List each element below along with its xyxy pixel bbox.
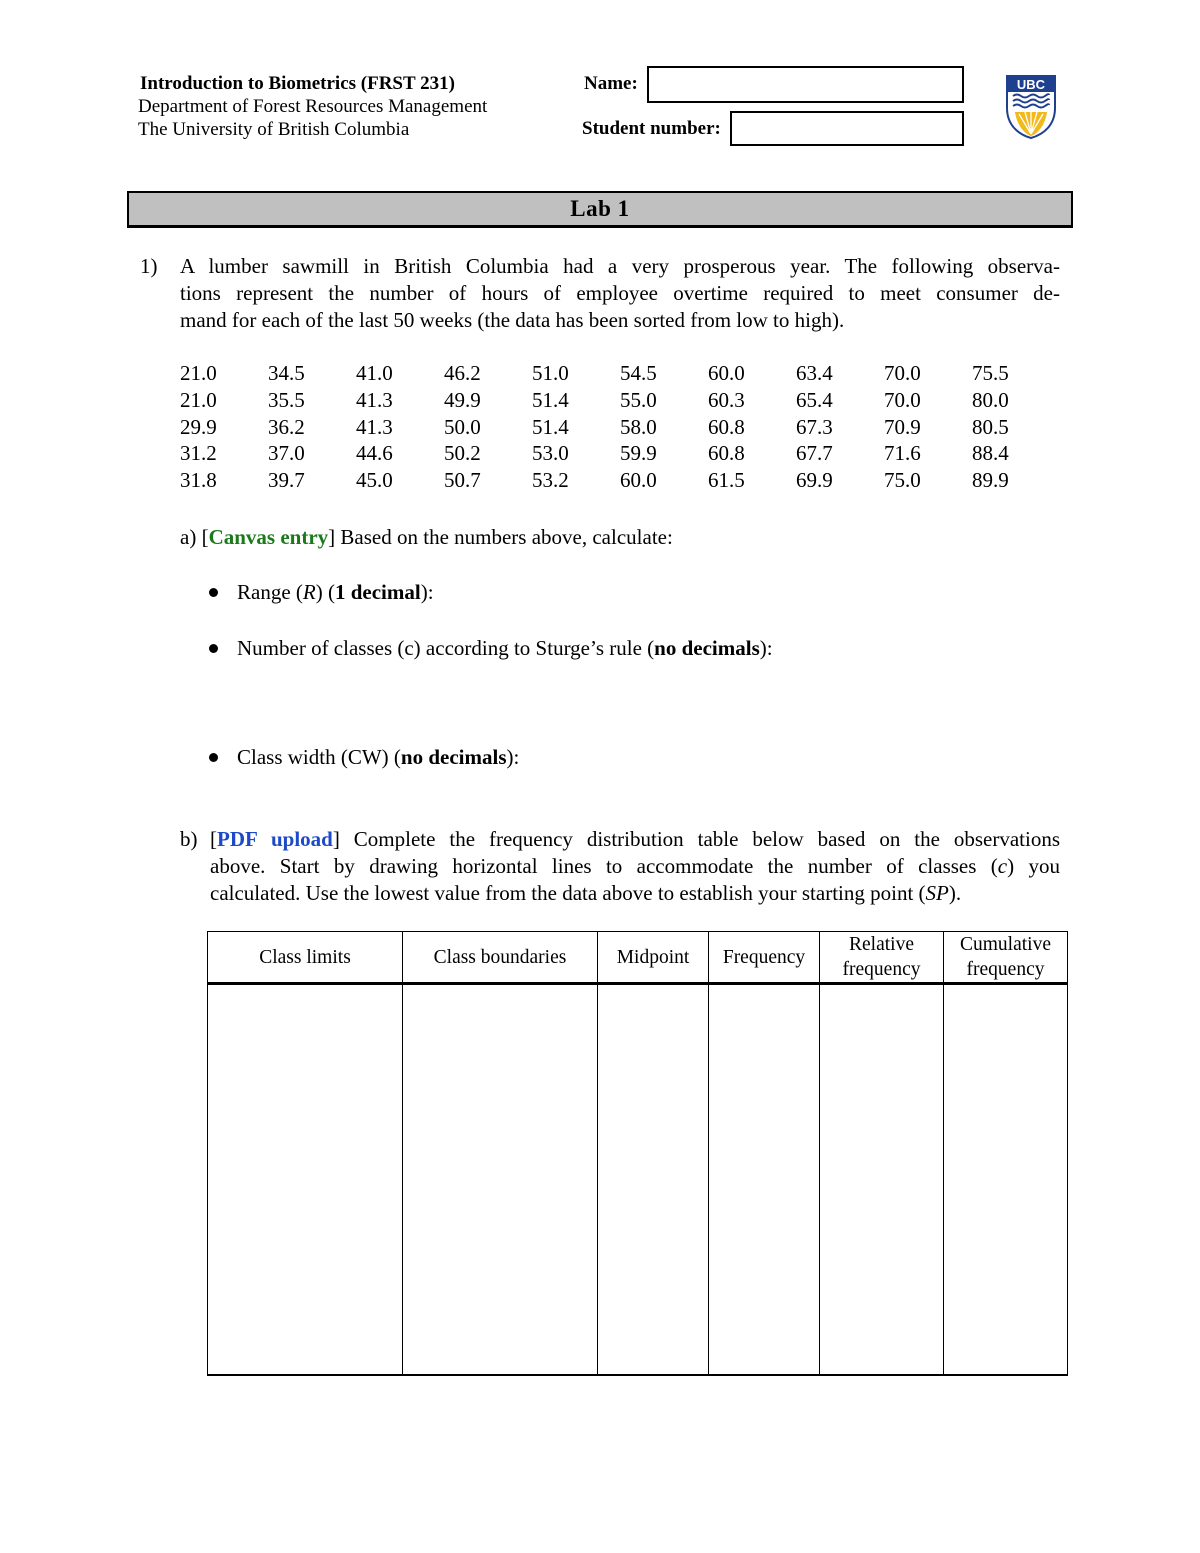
pdf-upload-tag: PDF upload: [217, 827, 333, 851]
name-label: Name:: [584, 73, 638, 94]
data-value: 53.2: [532, 468, 569, 493]
data-row: [180, 440, 1060, 467]
bullet-icon: [209, 644, 218, 653]
data-value: 58.0: [620, 414, 657, 439]
part-a: a) [Canvas entry] Based on the numbers above, calculate:: [180, 525, 673, 549]
data-value: 60.8: [708, 414, 745, 439]
part-b-text: ).: [948, 881, 962, 905]
question-number: 1): [140, 254, 158, 278]
name-field[interactable]: [647, 66, 964, 103]
cell-cumulative-frequency[interactable]: [944, 984, 1068, 1376]
table-header-row: [208, 932, 1068, 984]
data-value: 80.0: [972, 387, 1009, 412]
data-value: 65.4: [796, 387, 833, 412]
data-row: [180, 387, 1060, 414]
data-value: 46.2: [444, 361, 481, 385]
data-value: 70.0: [884, 361, 921, 385]
student-number-field[interactable]: [730, 111, 964, 146]
data-value: 34.5: [268, 361, 305, 385]
data-value: 53.0: [532, 441, 569, 466]
part-b-line-2: [210, 853, 1060, 880]
part-b-text: ) you: [1007, 854, 1060, 878]
data-value: 67.3: [796, 414, 833, 439]
data-value: 80.5: [972, 414, 1009, 439]
cell-relative-frequency[interactable]: [820, 984, 944, 1376]
bullet-bold: 1 decimal: [334, 580, 421, 604]
data-row: [180, 360, 1060, 387]
data-value: 89.9: [972, 468, 1009, 493]
data-row: [180, 414, 1060, 441]
question-line-1: A lumber sawmill in British Columbia had a very prosperous year. The following observa-: [180, 254, 1060, 278]
part-a-label: a): [180, 525, 197, 549]
data-value: 41.0: [356, 361, 393, 385]
data-value: 37.0: [268, 441, 305, 466]
data-value: 31.2: [180, 441, 217, 466]
lab-title-bar: [127, 191, 1073, 228]
data-value: 60.8: [708, 441, 745, 466]
header-class-limits: Class limits: [208, 932, 403, 984]
canvas-entry-tag: Canvas entry: [208, 525, 329, 549]
data-value: 60.3: [708, 387, 745, 412]
header-frequency: Frequency: [709, 932, 820, 984]
university-name: The University of British Columbia: [138, 119, 410, 140]
bullet-text: ):: [506, 745, 520, 769]
data-value: 71.6: [884, 441, 921, 466]
bullet-text: ) (: [315, 580, 335, 604]
bullet-text: Class width (CW) (: [237, 745, 401, 769]
bullet-italic: R: [302, 580, 316, 604]
logo-text: UBC: [1016, 77, 1046, 92]
part-b-line-3: [210, 880, 961, 907]
data-value: 35.5: [268, 387, 305, 412]
question-line-2: tions represent the number of hours of employee overtime required to meet consumer de-: [180, 281, 1060, 305]
data-value: 54.5: [620, 361, 657, 385]
data-value: 51.0: [532, 361, 569, 385]
data-value: 39.7: [268, 468, 305, 493]
data-value: 63.4: [796, 361, 833, 385]
data-value: 70.9: [884, 414, 921, 439]
student-number-label: Student number:: [582, 118, 721, 139]
course-title: Introduction to Biometrics (FRST 231): [140, 73, 455, 94]
data-value: 21.0: [180, 361, 217, 385]
cell-class-limits[interactable]: [208, 984, 403, 1376]
data-value: 31.8: [180, 468, 217, 493]
part-b-text: calculated. Use the lowest value from the data above to establish your starting point (: [210, 881, 926, 905]
data-value: 41.3: [356, 414, 393, 439]
data-value: 75.0: [884, 468, 921, 493]
data-value: 55.0: [620, 387, 657, 412]
data-value: 49.9: [444, 387, 481, 412]
ubc-logo: [1005, 74, 1057, 140]
data-value: 69.9: [796, 468, 833, 493]
data-value: 50.7: [444, 468, 481, 493]
cell-frequency[interactable]: [709, 984, 820, 1376]
bullet-class-width: [237, 744, 519, 771]
data-value: 44.6: [356, 441, 393, 466]
bullet-text: Number of classes (c) according to Sturge’s rule (: [237, 636, 655, 660]
frequency-distribution-table: [207, 931, 1068, 1376]
data-value: 51.4: [532, 414, 569, 439]
part-b-text: Complete the frequency distribution table below based on the observations: [339, 827, 1061, 851]
data-value: 88.4: [972, 441, 1009, 466]
bullet-text: ):: [420, 580, 434, 604]
observation-data-grid: [180, 360, 1060, 494]
bullet-range: [237, 579, 434, 606]
bullet-bold: no decimals: [400, 745, 507, 769]
bullet-icon: [209, 588, 218, 597]
data-value: 50.0: [444, 414, 481, 439]
data-value: 21.0: [180, 387, 217, 412]
part-b-text: above. Start by drawing horizontal lines to accommodate the number of classes (: [210, 854, 998, 878]
data-value: 75.5: [972, 361, 1009, 385]
header-midpoint: Midpoint: [598, 932, 709, 984]
data-value: 41.3: [356, 387, 393, 412]
data-value: 45.0: [356, 468, 393, 493]
cell-midpoint[interactable]: [598, 984, 709, 1376]
part-b-label: b): [180, 827, 198, 851]
data-value: 67.7: [796, 441, 833, 466]
header-class-boundaries: Class boundaries: [403, 932, 598, 984]
data-value: 70.0: [884, 387, 921, 412]
question-line-3: mand for each of the last 50 weeks (the data has been sorted from low to high).: [180, 308, 845, 332]
bullet-text: Range (: [237, 580, 303, 604]
data-value: 60.0: [620, 468, 657, 493]
cell-class-boundaries[interactable]: [403, 984, 598, 1376]
part-b-italic: SP: [925, 881, 949, 905]
data-value: 29.9: [180, 414, 217, 439]
data-value: 50.2: [444, 441, 481, 466]
bullet-bold: no decimals: [654, 636, 760, 660]
bullet-classes: [237, 635, 773, 662]
part-a-text: Based on the numbers above, calculate:: [335, 525, 673, 549]
bullet-text: ):: [759, 636, 773, 660]
department-name: Department of Forest Resources Management: [138, 96, 488, 117]
lab-title: Lab 1: [570, 196, 630, 221]
data-value: 61.5: [708, 468, 745, 493]
data-row: [180, 467, 1060, 494]
header-relative-frequency: Relative frequency: [820, 932, 944, 984]
part-b-italic: c: [997, 854, 1008, 878]
table-row: [208, 984, 1068, 1376]
data-value: 51.4: [532, 387, 569, 412]
bullet-icon: [209, 753, 218, 762]
data-value: 59.9: [620, 441, 657, 466]
data-value: 60.0: [708, 361, 745, 385]
header-cumulative-frequency: Cumulative frequency: [944, 932, 1068, 984]
part-b-line-1: [PDF upload] Complete the frequency distribution table below based on the observations: [210, 827, 1061, 851]
data-value: 36.2: [268, 414, 305, 439]
